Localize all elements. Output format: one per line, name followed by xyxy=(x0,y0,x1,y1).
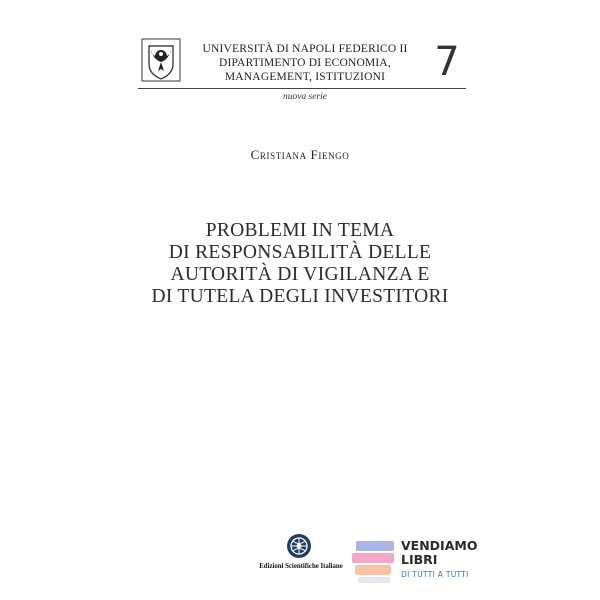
publisher-block xyxy=(255,533,345,578)
subseries-label: nuova serie xyxy=(282,92,328,102)
bookshop-tagline: DI TUTTI A TUTTI xyxy=(401,570,469,579)
title-line: AUTORITÀ DI VIGILANZA E xyxy=(170,264,430,285)
book-title xyxy=(100,220,500,308)
title-line: DI RESPONSABILITÀ DELLE xyxy=(168,242,432,263)
title-line: PROBLEMI IN TEMA xyxy=(205,220,395,241)
bookshop-watermark xyxy=(350,536,478,592)
publisher-globe-logo-icon xyxy=(286,533,312,559)
book-stripe xyxy=(355,565,391,575)
title-line: DI TUTELA DEGLI INVESTITORI xyxy=(151,286,449,307)
university-line: MANAGEMENT, ISTITUZIONI xyxy=(224,71,386,83)
bookshop-name xyxy=(401,539,477,567)
university-line: DIPARTIMENTO DI ECONOMIA, xyxy=(218,57,392,69)
bookshop-name-line: VENDIAMO xyxy=(401,538,478,553)
publisher-name: Edizioni Scientifiche Italiane xyxy=(259,563,343,570)
author-name: Cristiana Fiengo xyxy=(250,147,350,162)
book-stand xyxy=(358,577,390,583)
book-stripe xyxy=(352,553,394,563)
series-number: 7 xyxy=(434,39,460,85)
university-line: UNIVERSITÀ DI NAPOLI FEDERICO II xyxy=(202,43,408,55)
header-divider xyxy=(138,88,466,89)
bookshop-name-line: LIBRI xyxy=(401,552,438,567)
university-name xyxy=(200,42,410,84)
stacked-books-icon xyxy=(350,536,398,592)
university-emblem-icon xyxy=(141,38,181,82)
book-stripe xyxy=(356,541,394,551)
